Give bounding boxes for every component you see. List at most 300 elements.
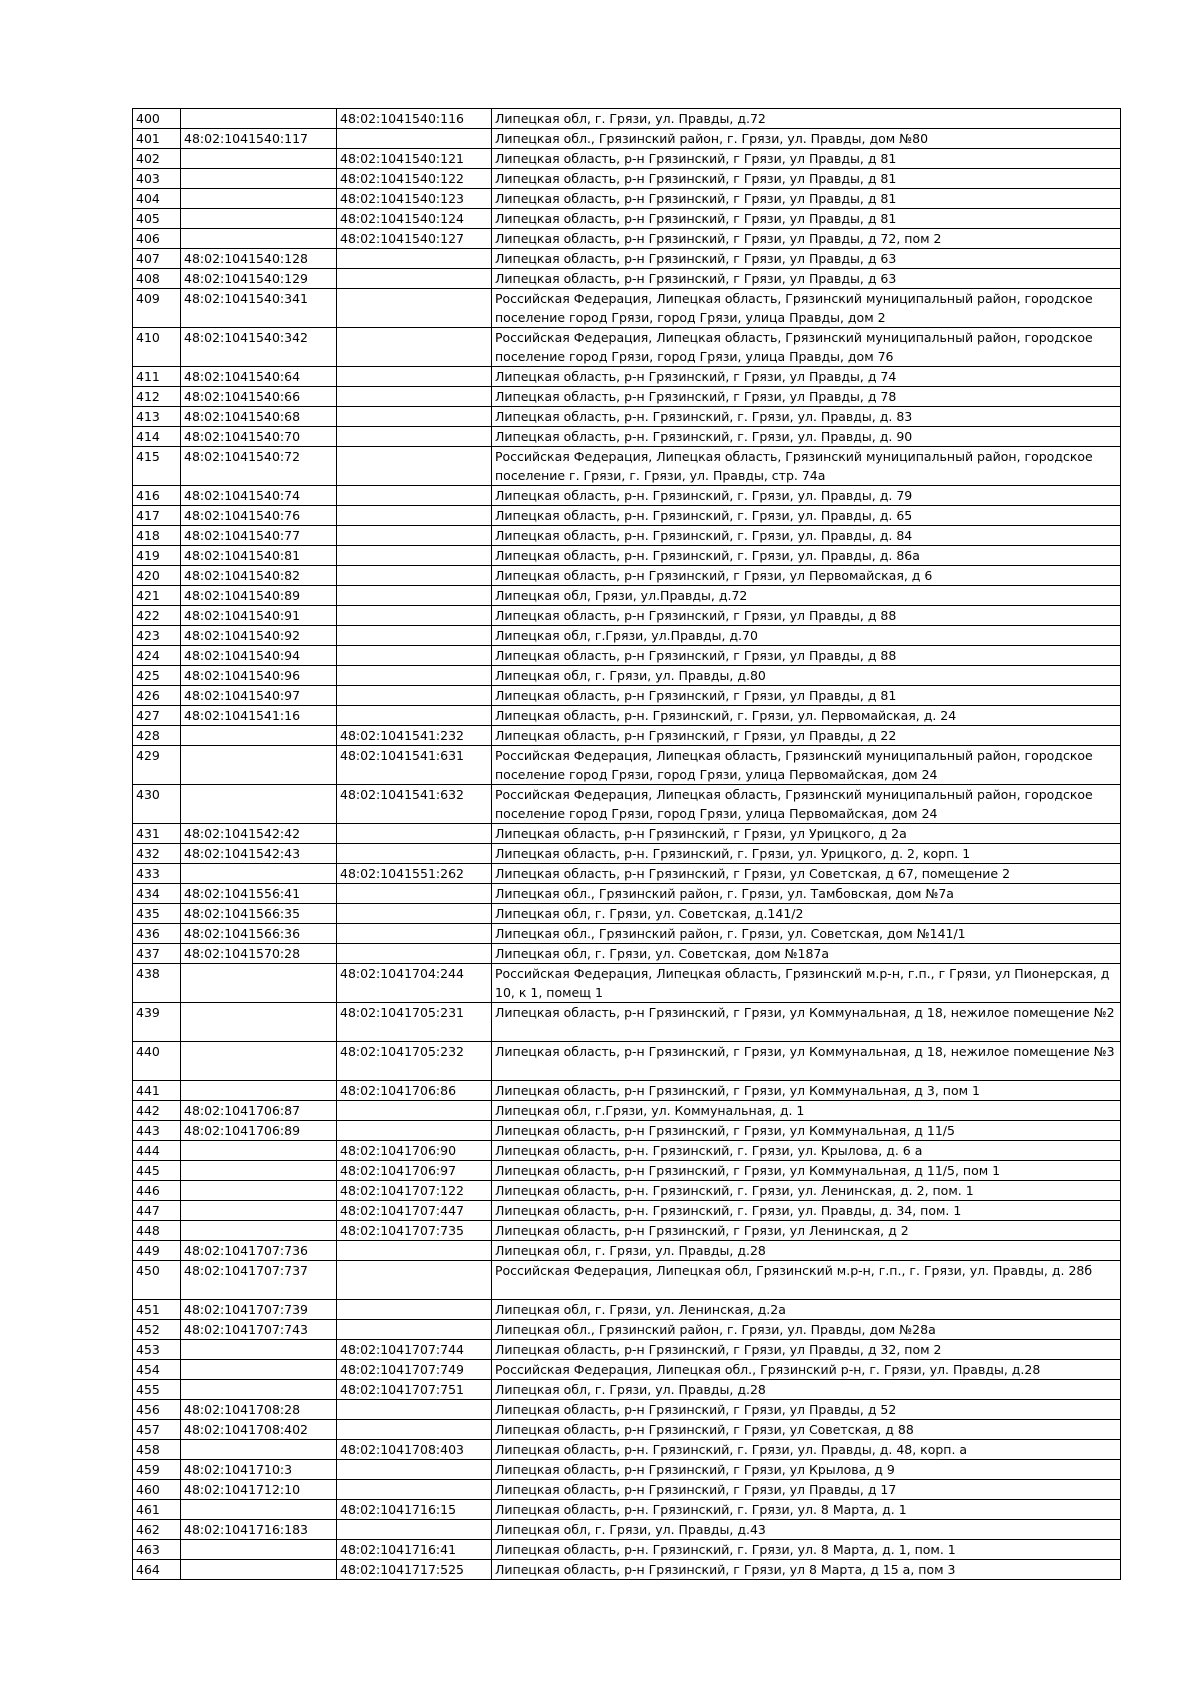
building-cadastral-number-cell: 48:02:1041707:751 <box>337 1380 492 1400</box>
address-cell: Российская Федерация, Липецкая область, Грязинский муниципальный район, городское поселение город Грязи, город Грязи, улица Правды, дом 2 <box>492 289 1121 328</box>
building-cadastral-number-cell: 48:02:1041704:244 <box>337 964 492 1003</box>
table-row <box>133 1241 1121 1261</box>
building-cadastral-number-cell: 48:02:1041716:41 <box>337 1540 492 1560</box>
building-cadastral-number-cell <box>337 526 492 546</box>
row-number-cell: 462 <box>133 1520 181 1540</box>
land-cadastral-number-cell <box>181 1540 337 1560</box>
address-cell: Липецкая обл, г.Грязи, ул.Правды, д.70 <box>492 626 1121 646</box>
row-number-cell: 413 <box>133 407 181 427</box>
land-cadastral-number-cell <box>181 1380 337 1400</box>
land-cadastral-number-cell: 48:02:1041541:16 <box>181 706 337 726</box>
table-row <box>133 785 1121 824</box>
table-row <box>133 1320 1121 1340</box>
address-cell: Липецкая обл., Грязинский район, г. Грязи, ул. Правды, дом №28а <box>492 1320 1121 1340</box>
building-cadastral-number-cell: 48:02:1041707:447 <box>337 1201 492 1221</box>
land-cadastral-number-cell <box>181 209 337 229</box>
row-number-cell: 428 <box>133 726 181 746</box>
address-cell: Липецкая обл, г. Грязи, ул. Правды, д.28 <box>492 1380 1121 1400</box>
table-row <box>133 169 1121 189</box>
building-cadastral-number-cell: 48:02:1041540:116 <box>337 109 492 129</box>
building-cadastral-number-cell: 48:02:1041708:403 <box>337 1440 492 1460</box>
table-row <box>133 746 1121 785</box>
building-cadastral-number-cell: 48:02:1041706:86 <box>337 1081 492 1101</box>
building-cadastral-number-cell: 48:02:1041540:123 <box>337 189 492 209</box>
table-row <box>133 844 1121 864</box>
land-cadastral-number-cell: 48:02:1041540:342 <box>181 328 337 367</box>
address-cell: Липецкая обл, г.Грязи, ул. Коммунальная, д. 1 <box>492 1101 1121 1121</box>
land-cadastral-number-cell: 48:02:1041540:129 <box>181 269 337 289</box>
building-cadastral-number-cell <box>337 904 492 924</box>
building-cadastral-number-cell <box>337 447 492 486</box>
row-number-cell: 450 <box>133 1261 181 1300</box>
table-row <box>133 1540 1121 1560</box>
row-number-cell: 412 <box>133 387 181 407</box>
land-cadastral-number-cell <box>181 169 337 189</box>
row-number-cell: 447 <box>133 1201 181 1221</box>
address-cell: Российская Федерация, Липецкая обл, Грязинский м.р-н, г.п., г. Грязи, ул. Правды, д. 28б <box>492 1261 1121 1300</box>
address-cell: Липецкая область, р-н Грязинский, г Грязи, ул Коммунальная, д 18, нежилое помещение №2 <box>492 1003 1121 1042</box>
land-cadastral-number-cell <box>181 964 337 1003</box>
building-cadastral-number-cell <box>337 1320 492 1340</box>
row-number-cell: 457 <box>133 1420 181 1440</box>
row-number-cell: 445 <box>133 1161 181 1181</box>
address-cell: Липецкая область, р-н Грязинский, г Грязи, ул Правды, д 52 <box>492 1400 1121 1420</box>
row-number-cell: 443 <box>133 1121 181 1141</box>
table-row <box>133 626 1121 646</box>
building-cadastral-number-cell: 48:02:1041706:90 <box>337 1141 492 1161</box>
table-row <box>133 1081 1121 1101</box>
cadastral-table <box>132 108 1121 1580</box>
land-cadastral-number-cell: 48:02:1041540:64 <box>181 367 337 387</box>
table-row <box>133 1360 1121 1380</box>
land-cadastral-number-cell <box>181 1201 337 1221</box>
land-cadastral-number-cell: 48:02:1041540:70 <box>181 427 337 447</box>
land-cadastral-number-cell: 48:02:1041566:36 <box>181 924 337 944</box>
address-cell: Липецкая область, р-н Грязинский, г Грязи, ул Коммунальная, д 3, пом 1 <box>492 1081 1121 1101</box>
table-row <box>133 1101 1121 1121</box>
address-cell: Липецкая область, р-н Грязинский, г Грязи, ул Коммунальная, д 11/5 <box>492 1121 1121 1141</box>
building-cadastral-number-cell <box>337 328 492 367</box>
row-number-cell: 431 <box>133 824 181 844</box>
land-cadastral-number-cell: 48:02:1041540:72 <box>181 447 337 486</box>
land-cadastral-number-cell: 48:02:1041707:743 <box>181 1320 337 1340</box>
row-number-cell: 440 <box>133 1042 181 1081</box>
building-cadastral-number-cell <box>337 1121 492 1141</box>
land-cadastral-number-cell <box>181 1340 337 1360</box>
building-cadastral-number-cell <box>337 1261 492 1300</box>
land-cadastral-number-cell: 48:02:1041540:94 <box>181 646 337 666</box>
table-row <box>133 944 1121 964</box>
row-number-cell: 400 <box>133 109 181 129</box>
address-cell: Липецкая область, р-н. Грязинский, г. Грязи, ул. Правды, д. 34, пом. 1 <box>492 1201 1121 1221</box>
land-cadastral-number-cell <box>181 1042 337 1081</box>
land-cadastral-number-cell: 48:02:1041707:739 <box>181 1300 337 1320</box>
table-row <box>133 1500 1121 1520</box>
row-number-cell: 423 <box>133 626 181 646</box>
row-number-cell: 434 <box>133 884 181 904</box>
table-row <box>133 129 1121 149</box>
row-number-cell: 439 <box>133 1003 181 1042</box>
land-cadastral-number-cell <box>181 1500 337 1520</box>
address-cell: Липецкая обл., Грязинский район, г. Грязи, ул. Советская, дом №141/1 <box>492 924 1121 944</box>
address-cell: Российская Федерация, Липецкая область, Грязинский муниципальный район, городское поселение город Грязи, город Грязи, улица Первомайская, дом 24 <box>492 785 1121 824</box>
land-cadastral-number-cell <box>181 1221 337 1241</box>
land-cadastral-number-cell <box>181 189 337 209</box>
table-row <box>133 1460 1121 1480</box>
land-cadastral-number-cell: 48:02:1041707:736 <box>181 1241 337 1261</box>
building-cadastral-number-cell <box>337 586 492 606</box>
building-cadastral-number-cell <box>337 1400 492 1420</box>
row-number-cell: 430 <box>133 785 181 824</box>
land-cadastral-number-cell: 48:02:1041540:77 <box>181 526 337 546</box>
building-cadastral-number-cell <box>337 1420 492 1440</box>
address-cell: Липецкая область, р-н Грязинский, г Грязи, ул Правды, д 81 <box>492 209 1121 229</box>
table-row <box>133 269 1121 289</box>
address-cell: Липецкая область, р-н Грязинский, г Грязи, ул Правды, д 88 <box>492 606 1121 626</box>
building-cadastral-number-cell: 48:02:1041540:124 <box>337 209 492 229</box>
address-cell: Липецкая обл., Грязинский район, г. Грязи, ул. Правды, дом №80 <box>492 129 1121 149</box>
row-number-cell: 419 <box>133 546 181 566</box>
building-cadastral-number-cell <box>337 407 492 427</box>
table-row <box>133 606 1121 626</box>
land-cadastral-number-cell <box>181 1181 337 1201</box>
address-cell: Липецкая область, р-н Грязинский, г Грязи, ул Правды, д 22 <box>492 726 1121 746</box>
building-cadastral-number-cell <box>337 1300 492 1320</box>
row-number-cell: 416 <box>133 486 181 506</box>
row-number-cell: 403 <box>133 169 181 189</box>
address-cell: Липецкая обл, г. Грязи, ул. Правды, д.72 <box>492 109 1121 129</box>
land-cadastral-number-cell: 48:02:1041710:3 <box>181 1460 337 1480</box>
row-number-cell: 441 <box>133 1081 181 1101</box>
row-number-cell: 424 <box>133 646 181 666</box>
table-row <box>133 706 1121 726</box>
row-number-cell: 407 <box>133 249 181 269</box>
address-cell: Липецкая область, р-н. Грязинский, г. Грязи, ул. Правды, д. 48, корп. а <box>492 1440 1121 1460</box>
building-cadastral-number-cell <box>337 1520 492 1540</box>
building-cadastral-number-cell <box>337 269 492 289</box>
building-cadastral-number-cell <box>337 566 492 586</box>
row-number-cell: 444 <box>133 1141 181 1161</box>
building-cadastral-number-cell <box>337 367 492 387</box>
row-number-cell: 453 <box>133 1340 181 1360</box>
land-cadastral-number-cell: 48:02:1041540:341 <box>181 289 337 328</box>
land-cadastral-number-cell: 48:02:1041540:68 <box>181 407 337 427</box>
land-cadastral-number-cell <box>181 1141 337 1161</box>
land-cadastral-number-cell: 48:02:1041540:96 <box>181 666 337 686</box>
land-cadastral-number-cell: 48:02:1041712:10 <box>181 1480 337 1500</box>
land-cadastral-number-cell: 48:02:1041540:74 <box>181 486 337 506</box>
row-number-cell: 410 <box>133 328 181 367</box>
building-cadastral-number-cell <box>337 646 492 666</box>
table-row <box>133 447 1121 486</box>
address-cell: Липецкая область, р-н Грязинский, г Грязи, ул Урицкого, д 2а <box>492 824 1121 844</box>
table-row <box>133 1560 1121 1580</box>
land-cadastral-number-cell: 48:02:1041707:737 <box>181 1261 337 1300</box>
row-number-cell: 426 <box>133 686 181 706</box>
table-row <box>133 1042 1121 1081</box>
table-row <box>133 189 1121 209</box>
table-row <box>133 486 1121 506</box>
building-cadastral-number-cell: 48:02:1041707:749 <box>337 1360 492 1380</box>
address-cell: Липецкая область, р-н. Грязинский, г. Грязи, ул. Ленинская, д. 2, пом. 1 <box>492 1181 1121 1201</box>
address-cell: Российская Федерация, Липецкая область, Грязинский муниципальный район, городское поселение город Грязи, город Грязи, улица Первомайская, дом 24 <box>492 746 1121 785</box>
land-cadastral-number-cell: 48:02:1041708:402 <box>181 1420 337 1440</box>
table-row <box>133 964 1121 1003</box>
address-cell: Липецкая область, р-н. Грязинский, г. Грязи, ул. Первомайская, д. 24 <box>492 706 1121 726</box>
row-number-cell: 421 <box>133 586 181 606</box>
land-cadastral-number-cell <box>181 1360 337 1380</box>
land-cadastral-number-cell: 48:02:1041540:82 <box>181 566 337 586</box>
table-row <box>133 249 1121 269</box>
table-row <box>133 367 1121 387</box>
building-cadastral-number-cell: 48:02:1041540:127 <box>337 229 492 249</box>
address-cell: Липецкая обл, г. Грязи, ул. Правды, д.43 <box>492 1520 1121 1540</box>
table-row <box>133 1003 1121 1042</box>
building-cadastral-number-cell <box>337 486 492 506</box>
row-number-cell: 455 <box>133 1380 181 1400</box>
building-cadastral-number-cell: 48:02:1041707:744 <box>337 1340 492 1360</box>
table-row <box>133 289 1121 328</box>
building-cadastral-number-cell <box>337 506 492 526</box>
row-number-cell: 449 <box>133 1241 181 1261</box>
row-number-cell: 432 <box>133 844 181 864</box>
row-number-cell: 404 <box>133 189 181 209</box>
row-number-cell: 436 <box>133 924 181 944</box>
row-number-cell: 429 <box>133 746 181 785</box>
address-cell: Липецкая область, р-н. Грязинский, г. Грязи, ул. Крылова, д. 6 а <box>492 1141 1121 1161</box>
row-number-cell: 418 <box>133 526 181 546</box>
building-cadastral-number-cell <box>337 427 492 447</box>
building-cadastral-number-cell: 48:02:1041717:525 <box>337 1560 492 1580</box>
table-row <box>133 1141 1121 1161</box>
table-row <box>133 1121 1121 1141</box>
table-row <box>133 1181 1121 1201</box>
row-number-cell: 459 <box>133 1460 181 1480</box>
row-number-cell: 454 <box>133 1360 181 1380</box>
address-cell: Липецкая область, р-н Грязинский, г Грязи, ул Правды, д 32, пом 2 <box>492 1340 1121 1360</box>
address-cell: Липецкая область, р-н Грязинский, г Грязи, ул Крылова, д 9 <box>492 1460 1121 1480</box>
address-cell: Липецкая область, р-н. Грязинский, г. Грязи, ул. 8 Марта, д. 1 <box>492 1500 1121 1520</box>
building-cadastral-number-cell: 48:02:1041551:262 <box>337 864 492 884</box>
address-cell: Липецкая область, р-н Грязинский, г Грязи, ул Правды, д 78 <box>492 387 1121 407</box>
table-row <box>133 1520 1121 1540</box>
address-cell: Липецкая область, р-н Грязинский, г Грязи, ул Правды, д 88 <box>492 646 1121 666</box>
building-cadastral-number-cell: 48:02:1041707:735 <box>337 1221 492 1241</box>
address-cell: Липецкая область, р-н. Грязинский, г. Грязи, ул. Правды, д. 79 <box>492 486 1121 506</box>
row-number-cell: 446 <box>133 1181 181 1201</box>
land-cadastral-number-cell: 48:02:1041566:35 <box>181 904 337 924</box>
land-cadastral-number-cell <box>181 149 337 169</box>
table-row <box>133 666 1121 686</box>
land-cadastral-number-cell <box>181 109 337 129</box>
row-number-cell: 427 <box>133 706 181 726</box>
land-cadastral-number-cell <box>181 1440 337 1460</box>
row-number-cell: 409 <box>133 289 181 328</box>
table-row <box>133 586 1121 606</box>
land-cadastral-number-cell <box>181 1560 337 1580</box>
building-cadastral-number-cell <box>337 824 492 844</box>
building-cadastral-number-cell: 48:02:1041706:97 <box>337 1161 492 1181</box>
row-number-cell: 435 <box>133 904 181 924</box>
land-cadastral-number-cell: 48:02:1041540:97 <box>181 686 337 706</box>
building-cadastral-number-cell: 48:02:1041540:121 <box>337 149 492 169</box>
land-cadastral-number-cell <box>181 1161 337 1181</box>
address-cell: Липецкая область, р-н. Грязинский, г. Грязи, ул. Правды, д. 90 <box>492 427 1121 447</box>
row-number-cell: 405 <box>133 209 181 229</box>
table-row <box>133 1420 1121 1440</box>
row-number-cell: 442 <box>133 1101 181 1121</box>
cadastral-table-body <box>133 109 1121 1580</box>
address-cell: Липецкая область, р-н Грязинский, г Грязи, ул Коммунальная, д 18, нежилое помещение №3 <box>492 1042 1121 1081</box>
address-cell: Липецкая область, р-н Грязинский, г Грязи, ул Правды, д 63 <box>492 269 1121 289</box>
table-row <box>133 526 1121 546</box>
table-row <box>133 387 1121 407</box>
address-cell: Липецкая обл, г. Грязи, ул. Ленинская, д.2а <box>492 1300 1121 1320</box>
building-cadastral-number-cell <box>337 606 492 626</box>
address-cell: Липецкая область, р-н Грязинский, г Грязи, ул Правды, д 81 <box>492 686 1121 706</box>
building-cadastral-number-cell <box>337 626 492 646</box>
table-row <box>133 1201 1121 1221</box>
building-cadastral-number-cell <box>337 686 492 706</box>
row-number-cell: 411 <box>133 367 181 387</box>
building-cadastral-number-cell <box>337 706 492 726</box>
row-number-cell: 406 <box>133 229 181 249</box>
row-number-cell: 425 <box>133 666 181 686</box>
building-cadastral-number-cell: 48:02:1041707:122 <box>337 1181 492 1201</box>
row-number-cell: 448 <box>133 1221 181 1241</box>
building-cadastral-number-cell <box>337 1241 492 1261</box>
address-cell: Липецкая область, р-н Грязинский, г Грязи, ул 8 Марта, д 15 а, пом 3 <box>492 1560 1121 1580</box>
table-row <box>133 328 1121 367</box>
address-cell: Липецкая область, р-н. Грязинский, г. Грязи, ул. Правды, д. 65 <box>492 506 1121 526</box>
building-cadastral-number-cell: 48:02:1041716:15 <box>337 1500 492 1520</box>
address-cell: Липецкая область, р-н. Грязинский, г. Грязи, ул. Урицкого, д. 2, корп. 1 <box>492 844 1121 864</box>
table-row <box>133 1221 1121 1241</box>
table-row <box>133 904 1121 924</box>
address-cell: Липецкая область, р-н. Грязинский, г. Грязи, ул. Правды, д. 86а <box>492 546 1121 566</box>
land-cadastral-number-cell <box>181 229 337 249</box>
address-cell: Липецкая область, р-н Грязинский, г Грязи, ул Правды, д 81 <box>492 169 1121 189</box>
row-number-cell: 461 <box>133 1500 181 1520</box>
row-number-cell: 438 <box>133 964 181 1003</box>
land-cadastral-number-cell: 48:02:1041540:117 <box>181 129 337 149</box>
building-cadastral-number-cell: 48:02:1041705:232 <box>337 1042 492 1081</box>
table-row <box>133 546 1121 566</box>
row-number-cell: 456 <box>133 1400 181 1420</box>
table-row <box>133 1480 1121 1500</box>
table-row <box>133 1380 1121 1400</box>
address-cell: Российская Федерация, Липецкая область, Грязинский муниципальный район, городское поселение город Грязи, город Грязи, улица Правды, дом 76 <box>492 328 1121 367</box>
table-row <box>133 427 1121 447</box>
address-cell: Липецкая обл, г. Грязи, ул. Правды, д.80 <box>492 666 1121 686</box>
land-cadastral-number-cell <box>181 746 337 785</box>
address-cell: Липецкая область, р-н Грязинский, г Грязи, ул Правды, д 72, пом 2 <box>492 229 1121 249</box>
building-cadastral-number-cell <box>337 129 492 149</box>
row-number-cell: 458 <box>133 1440 181 1460</box>
building-cadastral-number-cell <box>337 249 492 269</box>
table-row <box>133 884 1121 904</box>
building-cadastral-number-cell <box>337 289 492 328</box>
row-number-cell: 452 <box>133 1320 181 1340</box>
row-number-cell: 414 <box>133 427 181 447</box>
address-cell: Липецкая область, р-н Грязинский, г Грязи, ул Правды, д 17 <box>492 1480 1121 1500</box>
address-cell: Липецкая область, р-н. Грязинский, г. Грязи, ул. Правды, д. 84 <box>492 526 1121 546</box>
building-cadastral-number-cell <box>337 387 492 407</box>
address-cell: Липецкая область, р-н Грязинский, г Грязи, ул Ленинская, д 2 <box>492 1221 1121 1241</box>
address-cell: Липецкая обл, г. Грязи, ул. Советская, дом №187а <box>492 944 1121 964</box>
building-cadastral-number-cell: 48:02:1041541:632 <box>337 785 492 824</box>
address-cell: Российская Федерация, Липецкая обл., Грязинский р-н, г. Грязи, ул. Правды, д.28 <box>492 1360 1121 1380</box>
address-cell: Липецкая область, р-н Грязинский, г Грязи, ул Советская, д 67, помещение 2 <box>492 864 1121 884</box>
table-row <box>133 1261 1121 1300</box>
land-cadastral-number-cell: 48:02:1041540:66 <box>181 387 337 407</box>
row-number-cell: 402 <box>133 149 181 169</box>
land-cadastral-number-cell: 48:02:1041708:28 <box>181 1400 337 1420</box>
row-number-cell: 417 <box>133 506 181 526</box>
row-number-cell: 401 <box>133 129 181 149</box>
table-row <box>133 924 1121 944</box>
address-cell: Российская Федерация, Липецкая область, Грязинский муниципальный район, городское поселение г. Грязи, г. Грязи, ул. Правды, стр. 74а <box>492 447 1121 486</box>
building-cadastral-number-cell <box>337 844 492 864</box>
row-number-cell: 420 <box>133 566 181 586</box>
table-row <box>133 1400 1121 1420</box>
row-number-cell: 415 <box>133 447 181 486</box>
land-cadastral-number-cell: 48:02:1041540:128 <box>181 249 337 269</box>
address-cell: Липецкая обл, Грязи, ул.Правды, д.72 <box>492 586 1121 606</box>
land-cadastral-number-cell <box>181 785 337 824</box>
table-row <box>133 646 1121 666</box>
address-cell: Липецкая область, р-н Грязинский, г Грязи, ул Правды, д 81 <box>492 189 1121 209</box>
table-row <box>133 149 1121 169</box>
address-cell: Липецкая область, р-н. Грязинский, г. Грязи, ул. 8 Марта, д. 1, пом. 1 <box>492 1540 1121 1560</box>
land-cadastral-number-cell: 48:02:1041540:89 <box>181 586 337 606</box>
building-cadastral-number-cell <box>337 1460 492 1480</box>
row-number-cell: 433 <box>133 864 181 884</box>
row-number-cell: 437 <box>133 944 181 964</box>
building-cadastral-number-cell <box>337 924 492 944</box>
land-cadastral-number-cell: 48:02:1041706:89 <box>181 1121 337 1141</box>
table-row <box>133 686 1121 706</box>
address-cell: Липецкая область, р-н Грязинский, г Грязи, ул Коммунальная, д 11/5, пом 1 <box>492 1161 1121 1181</box>
address-cell: Липецкая обл., Грязинский район, г. Грязи, ул. Тамбовская, дом №7а <box>492 884 1121 904</box>
land-cadastral-number-cell <box>181 1081 337 1101</box>
table-row <box>133 229 1121 249</box>
land-cadastral-number-cell: 48:02:1041540:81 <box>181 546 337 566</box>
row-number-cell: 460 <box>133 1480 181 1500</box>
table-row <box>133 506 1121 526</box>
land-cadastral-number-cell <box>181 726 337 746</box>
land-cadastral-number-cell: 48:02:1041540:91 <box>181 606 337 626</box>
address-cell: Липецкая обл, г. Грязи, ул. Советская, д.141/2 <box>492 904 1121 924</box>
building-cadastral-number-cell <box>337 944 492 964</box>
row-number-cell: 408 <box>133 269 181 289</box>
table-row <box>133 566 1121 586</box>
building-cadastral-number-cell <box>337 1101 492 1121</box>
row-number-cell: 451 <box>133 1300 181 1320</box>
land-cadastral-number-cell <box>181 864 337 884</box>
address-cell: Липецкая область, р-н Грязинский, г Грязи, ул Правды, д 63 <box>492 249 1121 269</box>
address-cell: Липецкая область, р-н Грязинский, г Грязи, ул Правды, д 74 <box>492 367 1121 387</box>
table-row <box>133 407 1121 427</box>
address-cell: Липецкая обл, г. Грязи, ул. Правды, д.28 <box>492 1241 1121 1261</box>
building-cadastral-number-cell: 48:02:1041541:232 <box>337 726 492 746</box>
address-cell: Российская Федерация, Липецкая область, Грязинский м.р-н, г.п., г Грязи, ул Пионерская, д 10, к 1, помещ 1 <box>492 964 1121 1003</box>
building-cadastral-number-cell <box>337 884 492 904</box>
table-row <box>133 209 1121 229</box>
row-number-cell: 422 <box>133 606 181 626</box>
building-cadastral-number-cell <box>337 546 492 566</box>
table-row <box>133 1300 1121 1320</box>
